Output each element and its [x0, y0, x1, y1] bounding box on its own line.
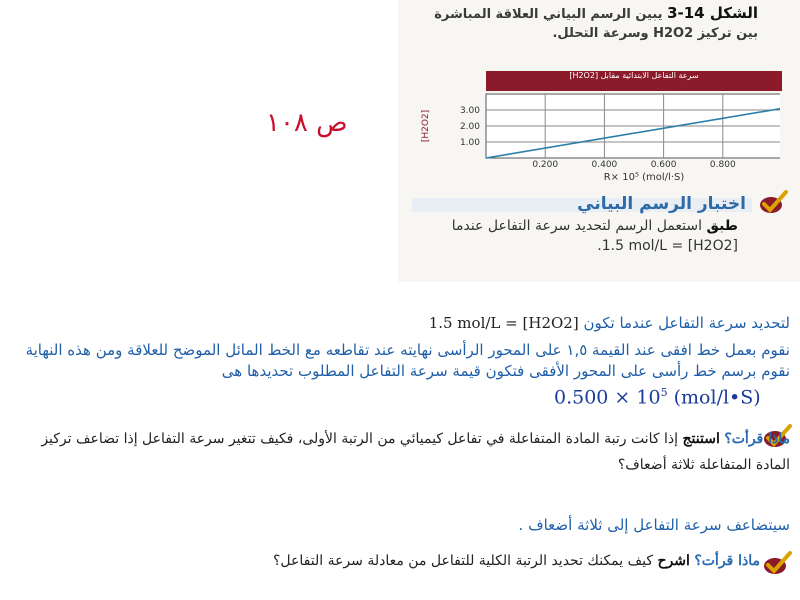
question-2 — [273, 553, 760, 569]
answer-line-1-text: لتحديد سرعة التفاعل عندما تكون — [583, 314, 790, 332]
question-1-text: إذا كانت رتبة المادة المتفاعلة في تفاعل كيميائي من الرتبة الأولى، فكيف تتغير سرعة التفاعل إذا تضاعف تركيز المادة المتفاعلة ثلاثة أضعاف؟ — [41, 431, 790, 473]
question-2-text: كيف يمكنك تحديد الرتبة الكلية للتفاعل من معادلة سرعة التفاعل؟ — [273, 553, 654, 569]
answer-value-unit: (mol/l•S) — [667, 386, 761, 409]
y-tick-label: 2.00 — [459, 122, 480, 132]
graph-check-title: اختبار الرسم البياني — [577, 194, 746, 214]
figure-caption — [428, 4, 758, 43]
x-tick-label: 0.600 — [650, 160, 677, 170]
figure-caption-text: يبين الرسم البياني العلاقة المباشرة بين تركيز H2O2 وسرعة التحلل. — [434, 7, 758, 41]
answer-2: سيتضاعف سرعة التفاعل إلى ثلاثة أضعاف . — [518, 516, 790, 534]
question-1-verb: استنتج — [682, 431, 720, 447]
x-tick-label: 0.200 — [532, 160, 559, 170]
answer-explanation: نقوم بعمل خط افقى عند القيمة ١,٥ على المحور الرأسى نهايته عند تقاطعه مع الخط المائل الموضح للعلاقة ومن هذه النهاية نقوم برسم خط رأسى على المحور الأفقى فتكون قيمة سرعة التفاعل المطلوب تحديدها هى — [25, 341, 790, 380]
answer-line-1-formula: [H2O2] = 1.5 mol/L — [428, 314, 579, 332]
answer-value-exponent: 5 — [660, 386, 668, 399]
x-axis-label: R× 10⁵ (mol/l·S) — [603, 172, 685, 183]
answer-value — [554, 386, 761, 408]
y-tick-label: 1.00 — [459, 138, 480, 148]
check-icon — [758, 190, 788, 216]
answer-line-1 — [429, 314, 790, 332]
question-2-lead: ماذا قرأت؟ — [694, 553, 760, 569]
y-tick-label: 3.00 — [459, 106, 480, 116]
question-1 — [30, 426, 790, 478]
chart-title: سرعة التفاعل الابتدائية مقابل [H2O2] — [486, 71, 782, 91]
page-reference: ص ١٠٨ — [266, 108, 348, 138]
y-axis-label: [H2O2] — [421, 109, 431, 143]
graph-check-verb: طبق — [706, 218, 738, 234]
figure-number: الشكل 14-3 — [667, 4, 758, 22]
answer-value-number: 0.500 × 10 — [554, 386, 661, 409]
graph-check-body — [408, 216, 738, 256]
check-icon — [762, 551, 792, 577]
question-2-verb: اشرح — [657, 553, 690, 569]
question-1-lead: ماذا قرأت؟ — [724, 431, 790, 447]
x-tick-label: 0.400 — [591, 160, 618, 170]
graph-check-text: استعمل الرسم لتحديد سرعة التفاعل عندما [H2O2] = 1.5 mol/L. — [451, 218, 738, 254]
x-tick-label: 0.800 — [709, 160, 736, 170]
